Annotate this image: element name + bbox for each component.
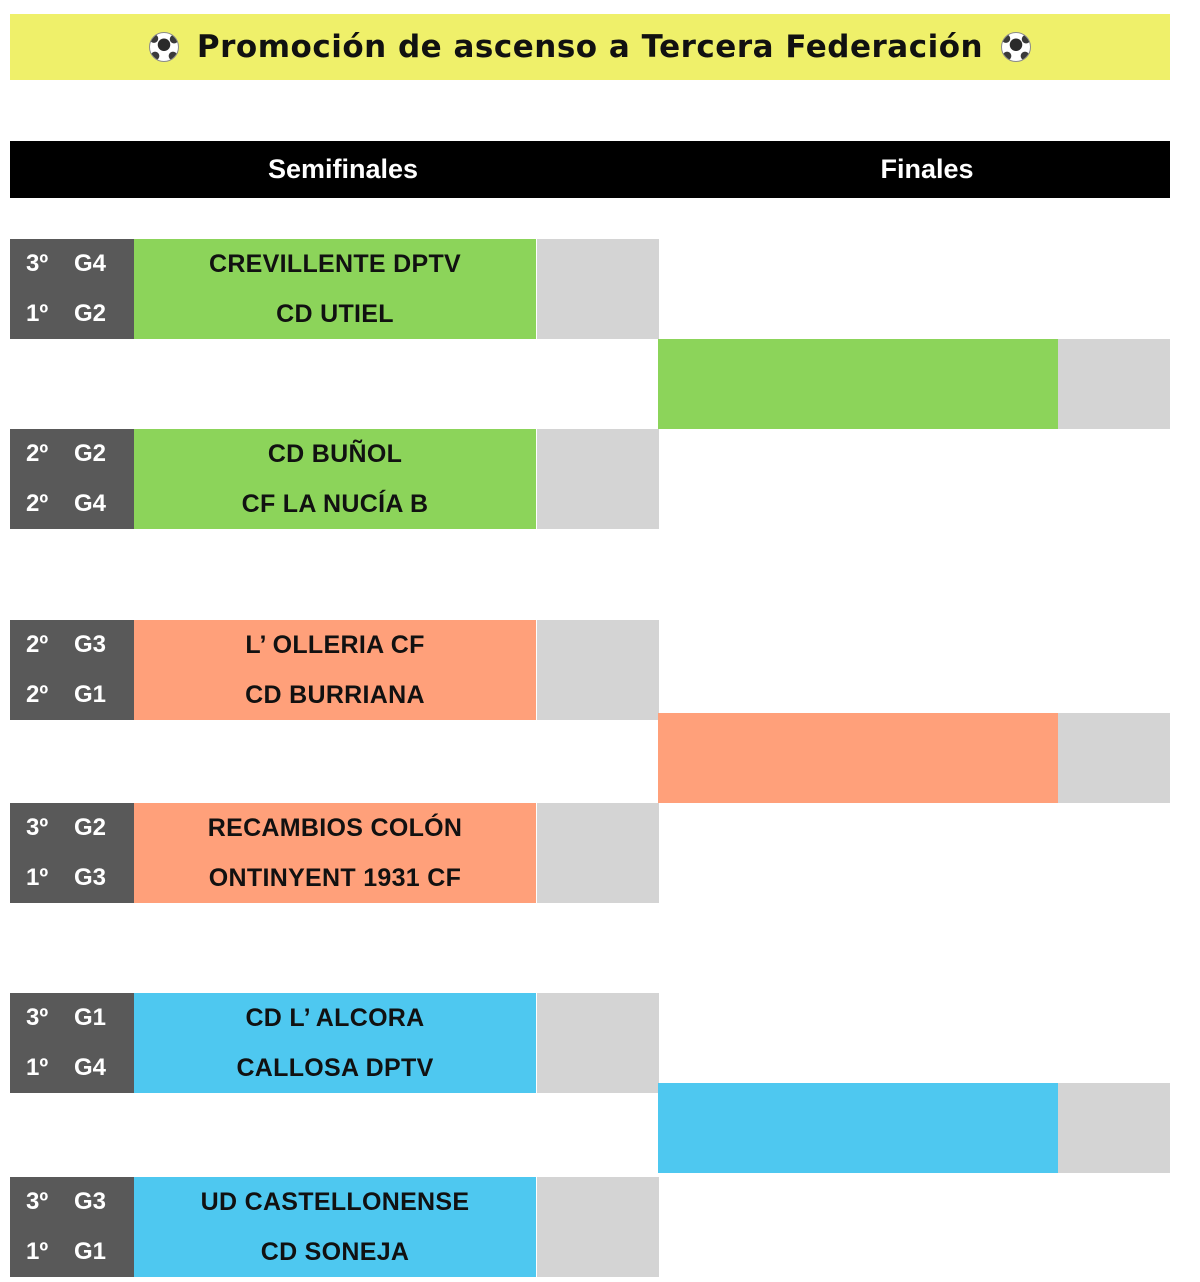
score-column-sf1-g3 bbox=[537, 993, 659, 1093]
team-name: CD UTIEL bbox=[276, 300, 394, 328]
final-team-name bbox=[658, 713, 1058, 803]
seed-column-sf1-g3 bbox=[10, 993, 134, 1093]
seed-row bbox=[10, 853, 134, 903]
seed-position: 3º bbox=[26, 814, 49, 841]
score-cell bbox=[537, 670, 659, 720]
score-cell bbox=[537, 1043, 659, 1093]
seed-row bbox=[10, 429, 134, 479]
score-cell bbox=[537, 853, 659, 903]
soccer-ball-icon-right bbox=[1001, 32, 1031, 62]
header-finales: Finales bbox=[880, 154, 974, 184]
seed-position: 2º bbox=[26, 631, 49, 658]
team-name: CF LA NUCÍA B bbox=[241, 490, 429, 518]
score-column-sf2-g2 bbox=[537, 803, 659, 903]
seed-group: G4 bbox=[74, 490, 107, 517]
seed-position: 1º bbox=[26, 1054, 49, 1081]
team-name: CD BUÑOL bbox=[267, 440, 403, 468]
seed-row bbox=[10, 620, 134, 670]
page-title-banner bbox=[10, 14, 1170, 80]
seed-position: 1º bbox=[26, 1238, 49, 1265]
team-name: ONTINYENT 1931 CF bbox=[208, 864, 462, 892]
seed-group: G4 bbox=[74, 1054, 107, 1081]
seed-row bbox=[10, 239, 134, 289]
final-score-g1 bbox=[1058, 339, 1170, 429]
seed-group: G3 bbox=[74, 631, 107, 658]
seed-row bbox=[10, 1227, 134, 1277]
seed-position: 2º bbox=[26, 490, 49, 517]
score-column-sf2-g3 bbox=[537, 1177, 659, 1277]
score-cell bbox=[537, 993, 659, 1043]
header-semifinals: Semifinales bbox=[267, 154, 419, 184]
seed-group: G3 bbox=[74, 864, 107, 891]
seed-column-sf1-g1 bbox=[10, 239, 134, 339]
match-sf1-g2[interactable] bbox=[134, 620, 536, 720]
match-sf1-g3[interactable] bbox=[134, 993, 536, 1093]
score-cell bbox=[537, 1177, 659, 1227]
team-name: CALLOSA DPTV bbox=[236, 1054, 434, 1082]
seed-row bbox=[10, 289, 134, 339]
final-score-g3 bbox=[1058, 1083, 1170, 1173]
score-column-sf1-g1 bbox=[537, 239, 659, 339]
seed-group: G1 bbox=[74, 681, 107, 708]
team-name: RECAMBIOS COLÓN bbox=[207, 814, 463, 842]
team-name: CD SONEJA bbox=[260, 1238, 410, 1266]
page-title: Promoción de ascenso a Tercera Federación bbox=[196, 29, 984, 65]
score-cell bbox=[537, 429, 659, 479]
seed-row bbox=[10, 803, 134, 853]
final-slot-g2[interactable] bbox=[658, 713, 1058, 803]
match-sf2-g1[interactable] bbox=[134, 429, 536, 529]
seed-position: 3º bbox=[26, 250, 49, 277]
score-column-sf1-g2 bbox=[537, 620, 659, 720]
score-cell bbox=[537, 803, 659, 853]
seed-row bbox=[10, 479, 134, 529]
seed-position: 3º bbox=[26, 1188, 49, 1215]
seed-group: G1 bbox=[74, 1004, 107, 1031]
final-score-g2 bbox=[1058, 713, 1170, 803]
seed-group: G2 bbox=[74, 300, 107, 327]
seed-position: 3º bbox=[26, 1004, 49, 1031]
seed-group: G4 bbox=[74, 250, 107, 277]
final-team-name bbox=[658, 1083, 1058, 1173]
final-slot-g3[interactable] bbox=[658, 1083, 1058, 1173]
seed-row bbox=[10, 670, 134, 720]
seed-column-sf2-g3 bbox=[10, 1177, 134, 1277]
score-column-sf2-g1 bbox=[537, 429, 659, 529]
seed-row bbox=[10, 993, 134, 1043]
seed-row bbox=[10, 1177, 134, 1227]
team-name: L’ OLLERIA CF bbox=[245, 631, 425, 659]
score-cell bbox=[537, 1227, 659, 1277]
seed-row bbox=[10, 1043, 134, 1093]
seed-column-sf2-g2 bbox=[10, 803, 134, 903]
bracket-header-bar bbox=[10, 141, 1170, 198]
seed-position: 1º bbox=[26, 864, 49, 891]
score-cell bbox=[537, 620, 659, 670]
final-team-name bbox=[658, 339, 1058, 429]
seed-position: 2º bbox=[26, 681, 49, 708]
score-cell bbox=[537, 289, 659, 339]
seed-group: G2 bbox=[74, 814, 107, 841]
score-cell bbox=[537, 239, 659, 289]
seed-group: G2 bbox=[74, 440, 107, 467]
team-name: CREVILLENTE DPTV bbox=[208, 250, 462, 278]
seed-position: 1º bbox=[26, 300, 49, 327]
match-sf2-g3[interactable] bbox=[134, 1177, 536, 1277]
team-name: CD BURRIANA bbox=[245, 681, 425, 709]
seed-column-sf1-g2 bbox=[10, 620, 134, 720]
final-slot-g1[interactable] bbox=[658, 339, 1058, 429]
team-name: UD CASTELLONENSE bbox=[200, 1188, 470, 1216]
seed-group: G1 bbox=[74, 1238, 107, 1265]
soccer-ball-icon-left bbox=[149, 32, 179, 62]
seed-column-sf2-g1 bbox=[10, 429, 134, 529]
match-sf1-g1[interactable] bbox=[134, 239, 536, 339]
match-sf2-g2[interactable] bbox=[134, 803, 536, 903]
score-cell bbox=[537, 479, 659, 529]
seed-group: G3 bbox=[74, 1188, 107, 1215]
team-name: CD L’ ALCORA bbox=[245, 1004, 425, 1032]
seed-position: 2º bbox=[26, 440, 49, 467]
